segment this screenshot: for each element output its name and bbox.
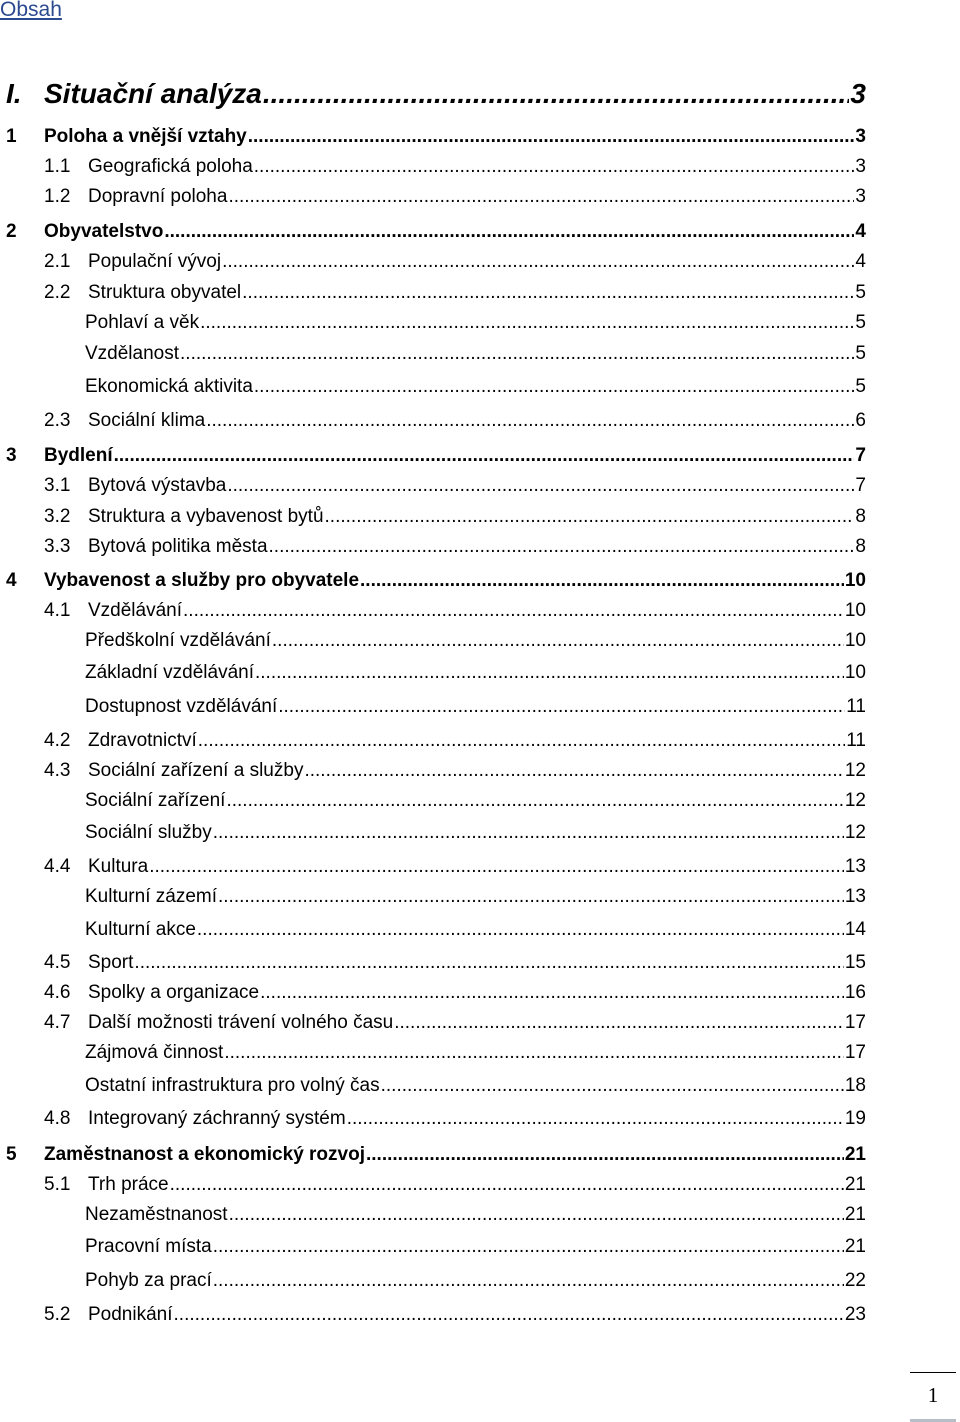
toc-entry[interactable] — [0, 368, 866, 398]
toc-entry-number: 4.7 — [44, 1012, 71, 1033]
toc-entry-number: 4.1 — [44, 600, 71, 621]
toc-entry-page: 21 — [844, 1174, 866, 1195]
toc-entry-page: 8 — [855, 536, 866, 557]
toc-dot-leader — [304, 760, 843, 782]
toc-entry-title: Sociální klima — [88, 410, 206, 431]
toc-entry[interactable] — [0, 722, 866, 752]
toc-entry-number: 1.1 — [44, 156, 71, 177]
toc-entry[interactable] — [0, 274, 866, 304]
toc-heading[interactable]: Obsah — [0, 0, 62, 21]
toc-dot-leader — [260, 982, 844, 1004]
toc-entry-title: Kultura — [88, 856, 149, 877]
toc-entry-number: 4.3 — [44, 760, 71, 781]
toc-dot-leader — [242, 282, 854, 304]
toc-entry-page: 21 — [844, 1144, 866, 1165]
toc-entry-page: 13 — [844, 886, 866, 907]
toc-entry-title: Struktura obyvatel — [88, 282, 242, 303]
toc-entry-number: 2 — [6, 221, 17, 242]
toc-entry-number: 4 — [6, 570, 17, 591]
toc-entry[interactable] — [0, 178, 866, 208]
toc-entry-number: 4.5 — [44, 952, 71, 973]
toc-entry-title: Bytová politika města — [88, 536, 268, 557]
toc-dot-leader — [149, 856, 844, 878]
toc-entry-title: Předškolní vzdělávání — [85, 630, 271, 651]
toc-entry-title: Sociální zařízení a služby — [88, 760, 304, 781]
toc-entry-number: 3.3 — [44, 536, 71, 557]
toc-dot-leader — [224, 1042, 844, 1064]
toc-entry-number: 3 — [6, 445, 17, 466]
toc-entry-title: Integrovaný záchranný systém — [88, 1108, 346, 1129]
toc-entry-page: 5 — [855, 343, 866, 364]
toc-entry-title: Kulturní zázemí — [85, 886, 217, 907]
toc-entry-page: 8 — [855, 506, 866, 527]
toc-dot-leader — [347, 1108, 844, 1130]
toc-entry[interactable] — [0, 498, 866, 528]
toc-entry[interactable] — [0, 70, 866, 110]
toc-entry-title: Vzdělanost — [85, 343, 180, 364]
toc-entry[interactable] — [0, 528, 866, 558]
toc-entry[interactable] — [0, 1228, 866, 1258]
toc-entry-title: Dopravní poloha — [88, 186, 228, 207]
toc-entry-title: Vybavenost a služby pro obyvatele — [44, 570, 360, 591]
toc-entry-title: Vzdělávání — [88, 600, 183, 621]
toc-entry[interactable] — [0, 622, 866, 652]
toc-dot-leader — [366, 1144, 844, 1166]
toc-entry-page: 5 — [855, 312, 866, 333]
toc-dot-leader — [183, 600, 844, 622]
toc-entry-page: 14 — [844, 919, 866, 940]
toc-entry-number: 2.1 — [44, 251, 71, 272]
toc-entry-number: 2.2 — [44, 282, 71, 303]
toc-entry-page: 10 — [844, 570, 866, 591]
toc-entry-title: Další možnosti trávení volného času — [88, 1012, 394, 1033]
toc-entry[interactable] — [0, 1136, 866, 1166]
toc-dot-leader — [263, 78, 850, 110]
toc-entry-title: Bydlení — [44, 445, 113, 466]
toc-entry-title: Zájmová činnost — [85, 1042, 224, 1063]
toc-entry-title: Pracovní místa — [85, 1236, 212, 1257]
toc-dot-leader — [255, 662, 844, 684]
toc-entry-page: 13 — [844, 856, 866, 877]
toc-entry[interactable] — [0, 878, 866, 908]
toc-entry-page: 6 — [855, 410, 866, 431]
toc-dot-leader — [269, 536, 855, 558]
toc-dot-leader — [227, 475, 854, 497]
toc-entry-page: 10 — [844, 630, 866, 651]
toc-entry-title: Bytová výstavba — [88, 475, 227, 496]
toc-entry-title: Dostupnost vzdělávání — [85, 696, 278, 717]
toc-entry-number: 4.8 — [44, 1108, 71, 1129]
toc-entry[interactable] — [0, 304, 866, 334]
toc-dot-leader — [206, 410, 854, 432]
toc-entry-page: 3 — [855, 156, 866, 177]
toc-entry-page: 10 — [844, 662, 866, 683]
toc-entry-number: 5.1 — [44, 1174, 71, 1195]
toc-dot-leader — [213, 1236, 844, 1258]
toc-entry[interactable] — [0, 814, 866, 844]
toc-entry-title: Sport — [88, 952, 134, 973]
toc-dot-leader — [198, 730, 846, 752]
toc-entry-number: 3.1 — [44, 475, 71, 496]
toc-entry[interactable] — [0, 752, 866, 782]
toc-entry-title: Ostatní infrastruktura pro volný čas — [85, 1075, 380, 1096]
toc-dot-leader — [325, 506, 855, 528]
toc-entry-number: 3.2 — [44, 506, 71, 527]
toc-entry-title: Zdravotnictví — [88, 730, 197, 751]
toc-dot-leader — [164, 221, 854, 243]
toc-dot-leader — [170, 1174, 844, 1196]
toc-entry-title: Situační analýza — [44, 78, 262, 109]
toc-entry-page: 15 — [844, 952, 866, 973]
toc-dot-leader — [200, 312, 854, 334]
toc-entry-page: 12 — [844, 760, 866, 781]
toc-entry[interactable] — [0, 1196, 866, 1226]
toc-entry[interactable] — [0, 1034, 866, 1064]
toc-entry[interactable] — [0, 1100, 866, 1130]
toc-entry[interactable] — [0, 402, 866, 432]
toc-entry[interactable] — [0, 911, 866, 941]
toc-entry-page: 11 — [846, 730, 866, 751]
toc-dot-leader — [213, 1270, 844, 1292]
toc-dot-leader — [226, 790, 843, 812]
toc-entry-page: 17 — [844, 1042, 866, 1063]
toc-entry[interactable] — [0, 974, 866, 1004]
toc-dot-leader — [248, 126, 855, 148]
toc-entry-title: Spolky a organizace — [88, 982, 260, 1003]
toc-entry-number: 5 — [6, 1144, 17, 1165]
toc-entry[interactable] — [0, 1004, 866, 1034]
toc-entry-page: 7 — [855, 475, 866, 496]
toc-entry-page: 18 — [844, 1075, 866, 1096]
toc-entry-number: 2.3 — [44, 410, 71, 431]
toc-entry[interactable] — [0, 437, 866, 467]
toc-dot-leader — [114, 445, 855, 467]
toc-dot-leader — [197, 919, 844, 941]
toc-dot-leader — [228, 186, 854, 208]
toc-entry-title: Poloha a vnější vztahy — [44, 126, 247, 147]
toc-dot-leader — [381, 1075, 844, 1097]
toc-entry-title: Podnikání — [88, 1304, 173, 1325]
toc-entry-page: 12 — [844, 822, 866, 843]
toc-dot-leader — [174, 1304, 844, 1326]
toc-entry-page: 5 — [855, 376, 866, 397]
footer-page-number: 1 — [910, 1372, 956, 1422]
toc-entry-page: 3 — [850, 78, 866, 109]
toc-entry[interactable] — [0, 848, 866, 878]
toc-entry-page: 16 — [844, 982, 866, 1003]
toc-entry-page: 3 — [855, 186, 866, 207]
toc-entry[interactable] — [0, 335, 866, 365]
toc-entry[interactable] — [0, 1166, 866, 1196]
toc-entry-page: 22 — [844, 1270, 866, 1291]
toc-dot-leader — [134, 952, 843, 974]
toc-entry-page: 7 — [855, 445, 866, 466]
toc-entry-page: 3 — [855, 126, 866, 147]
toc-dot-leader — [254, 156, 855, 178]
toc-entry-title: Sociální služby — [85, 822, 212, 843]
toc-entry-page: 10 — [844, 600, 866, 621]
toc-entry[interactable] — [0, 1262, 866, 1292]
toc-entry-page: 11 — [846, 696, 866, 717]
toc-entry-page: 19 — [844, 1108, 866, 1129]
toc-entry[interactable] — [0, 782, 866, 812]
toc-entry[interactable] — [0, 118, 866, 148]
toc-dot-leader — [360, 570, 844, 592]
toc-entry-title: Pohyb za prací — [85, 1270, 212, 1291]
toc-entry-number: 4.6 — [44, 982, 71, 1003]
toc-entry-number: 1.2 — [44, 186, 71, 207]
toc-dot-leader — [180, 343, 854, 365]
toc-entry-title: Trh práce — [88, 1174, 169, 1195]
toc-dot-leader — [213, 822, 844, 844]
toc-dot-leader — [394, 1012, 844, 1034]
toc-dot-leader — [278, 696, 845, 718]
toc-entry-page: 4 — [855, 251, 866, 272]
toc-dot-leader — [218, 886, 844, 908]
toc-entry-number: 5.2 — [44, 1304, 71, 1325]
toc-entry[interactable] — [0, 562, 866, 592]
toc-dot-leader — [272, 630, 844, 652]
toc-entry-page: 5 — [855, 282, 866, 303]
toc-dot-leader — [222, 251, 854, 273]
toc-entry[interactable] — [0, 467, 866, 497]
toc-entry-title: Obyvatelstvo — [44, 221, 164, 242]
toc-entry-number: 1 — [6, 126, 17, 147]
toc-entry-page: 4 — [855, 221, 866, 242]
toc-entry-title: Nezaměstnanost — [85, 1204, 228, 1225]
toc-entry[interactable] — [0, 243, 866, 273]
toc-dot-leader — [229, 1204, 844, 1226]
toc-entry-page: 21 — [844, 1204, 866, 1225]
toc-entry[interactable] — [0, 654, 866, 684]
toc-entry-page: 21 — [844, 1236, 866, 1257]
toc-entry[interactable] — [0, 688, 866, 718]
toc-entry-page: 17 — [844, 1012, 866, 1033]
toc-entry-title: Základní vzdělávání — [85, 662, 254, 683]
toc-entry-title: Zaměstnanost a ekonomický rozvoj — [44, 1144, 365, 1165]
toc-entry-title: Pohlaví a věk — [85, 312, 200, 333]
toc-entry[interactable] — [0, 1296, 866, 1326]
toc-entry-page: 12 — [844, 790, 866, 811]
toc-entry[interactable] — [0, 1067, 866, 1097]
toc-entry-page: 23 — [844, 1304, 866, 1325]
toc-entry-number: I. — [6, 78, 22, 109]
toc-entry-number: 4.4 — [44, 856, 71, 877]
toc-entry[interactable] — [0, 148, 866, 178]
toc-dot-leader — [254, 376, 855, 398]
toc-entry-number: 4.2 — [44, 730, 71, 751]
toc-entry-title: Kulturní akce — [85, 919, 196, 940]
toc-entry[interactable] — [0, 592, 866, 622]
toc-entry-title: Sociální zařízení — [85, 790, 226, 811]
toc-entry-title: Struktura a vybavenost bytů — [88, 506, 324, 527]
toc-entry[interactable] — [0, 213, 866, 243]
toc-entry-title: Ekonomická aktivita — [85, 376, 253, 397]
toc-entry[interactable] — [0, 944, 866, 974]
toc-entry-title: Geografická poloha — [88, 156, 253, 177]
toc-entry-title: Populační vývoj — [88, 251, 222, 272]
